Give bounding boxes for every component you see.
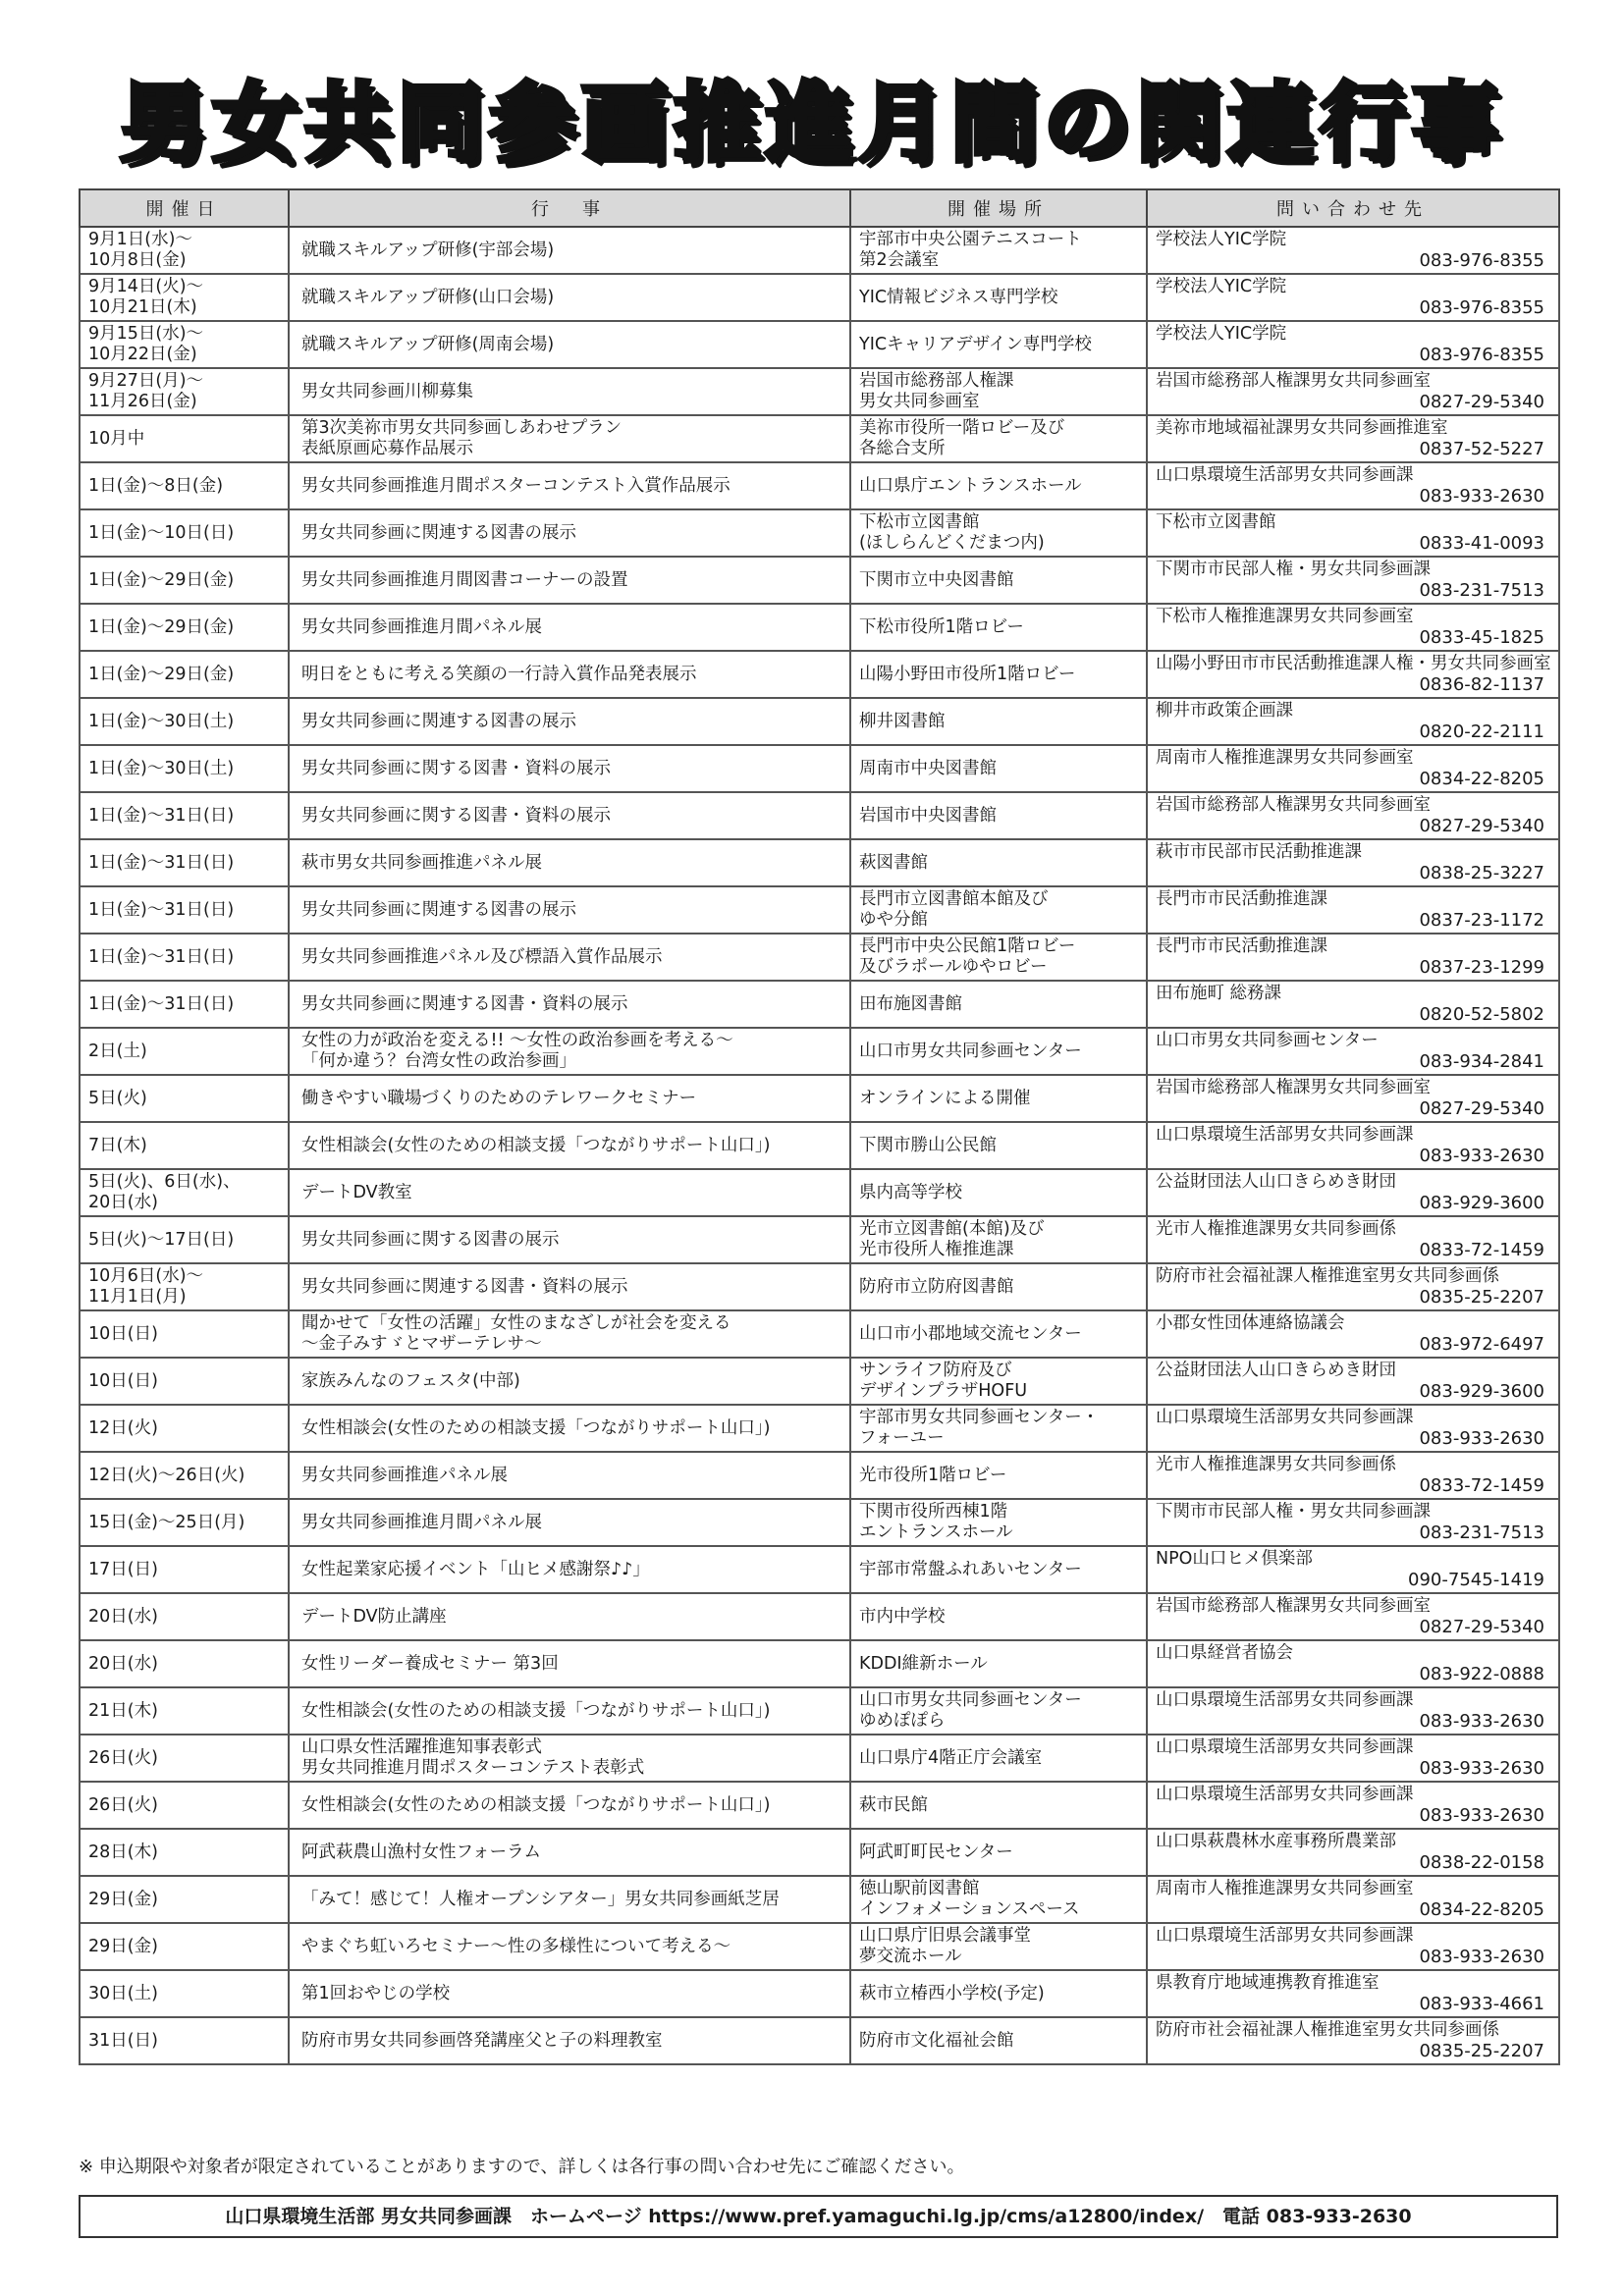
event-date: 10月6日(水)～ 11月1日(月) xyxy=(80,1263,289,1310)
contact-phone: 0833-41-0093 xyxy=(1419,532,1544,554)
contact-phone: 083-976-8355 xyxy=(1419,249,1544,271)
event-date: 1日(金)～31日(日) xyxy=(80,934,289,981)
event-venue: YIC情報ビジネス専門学校 xyxy=(850,274,1147,321)
contact-name: 山口県経営者協会 xyxy=(1156,1642,1293,1663)
event-date: 15日(金)～25日(月) xyxy=(80,1499,289,1546)
contact-name: 岩国市総務部人権課男女共同参画室 xyxy=(1156,1077,1431,1097)
event-contact xyxy=(1147,1075,1559,1122)
table-row xyxy=(80,1499,1559,1546)
table-row xyxy=(80,839,1559,886)
contact-phone: 083-933-2630 xyxy=(1419,1145,1544,1166)
contact-name: 田布施町 総務課 xyxy=(1156,983,1282,1003)
event-contact xyxy=(1147,981,1559,1028)
event-name: 男女共同参画に関する図書の展示 xyxy=(289,1216,850,1263)
contact-phone: 0838-25-3227 xyxy=(1419,862,1544,883)
event-contact xyxy=(1147,745,1559,792)
event-contact xyxy=(1147,886,1559,934)
contact-phone: 0833-72-1459 xyxy=(1419,1474,1544,1496)
contact-name: 山口県環境生活部男女共同参画課 xyxy=(1156,1736,1414,1757)
contact-phone: 0827-29-5340 xyxy=(1419,1097,1544,1119)
contact-name: 下関市市民部人権・男女共同参画課 xyxy=(1156,1501,1431,1522)
contact-phone: 0833-45-1825 xyxy=(1419,626,1544,648)
event-date: 1日(金)～30日(土) xyxy=(80,698,289,745)
event-venue: 光市役所1階ロビー xyxy=(850,1452,1147,1499)
event-contact xyxy=(1147,415,1559,462)
event-contact xyxy=(1147,1452,1559,1499)
event-venue: 岩国市中央図書館 xyxy=(850,792,1147,839)
event-name: 聞かせて「女性の活躍」女性のまなざしが社会を変える ～金子みすゞとマザーテレサ～ xyxy=(289,1310,850,1358)
event-venue: 徳山駅前図書館 インフォメーションスペース xyxy=(850,1876,1147,1923)
event-venue: 下関市立中央図書館 xyxy=(850,557,1147,604)
table-row xyxy=(80,1546,1559,1593)
event-venue: 山口市男女共同参画センター ゆめぽぽら xyxy=(850,1687,1147,1735)
event-name: 男女共同参画推進月間パネル展 xyxy=(289,604,850,651)
contact-name: 岩国市総務部人権課男女共同参画室 xyxy=(1156,794,1431,815)
contact-name: 学校法人YIC学院 xyxy=(1156,229,1287,249)
contact-name: 防府市社会福祉課人権推進室男女共同参画係 xyxy=(1156,1265,1499,1286)
event-name: 男女共同参画推進月間図書コーナーの設置 xyxy=(289,557,850,604)
event-venue: 長門市立図書館本館及び ゆや分館 xyxy=(850,886,1147,934)
table-row xyxy=(80,1640,1559,1687)
event-venue: オンラインによる開催 xyxy=(850,1075,1147,1122)
event-date: 30日(土) xyxy=(80,1970,289,2017)
event-contact xyxy=(1147,227,1559,274)
event-date: 7日(木) xyxy=(80,1122,289,1169)
page-title: 男女共同参画推進月間の関連行事 xyxy=(119,73,1504,174)
contact-name: 公益財団法人山口きらめき財団 xyxy=(1156,1171,1396,1192)
event-name: 男女共同参画川柳募集 xyxy=(289,368,850,415)
event-venue: 宇部市男女共同参画センター・ フォーユー xyxy=(850,1405,1147,1452)
event-date: 1日(金)～29日(金) xyxy=(80,557,289,604)
contact-name: 山口県環境生活部男女共同参画課 xyxy=(1156,1124,1414,1145)
contact-name: 山口県環境生活部男女共同参画課 xyxy=(1156,1784,1414,1804)
event-contact xyxy=(1147,1876,1559,1923)
event-date: 1日(金)～30日(土) xyxy=(80,745,289,792)
contact-phone: 083-933-2630 xyxy=(1419,485,1544,507)
event-name: 女性の力が政治を変える!! ～女性の政治参画を考える～ 「何か違う？台湾女性の政治参画」 xyxy=(289,1028,850,1075)
contact-phone: 083-933-2630 xyxy=(1419,1710,1544,1732)
table-row xyxy=(80,1923,1559,1970)
event-venue: 美祢市役所一階ロビー及び 各総合支所 xyxy=(850,415,1147,462)
contact-phone: 0827-29-5340 xyxy=(1419,391,1544,412)
event-venue: 防府市立防府図書館 xyxy=(850,1263,1147,1310)
event-date: 26日(火) xyxy=(80,1782,289,1829)
contact-phone: 083-929-3600 xyxy=(1419,1192,1544,1213)
event-venue: 周南市中央図書館 xyxy=(850,745,1147,792)
event-venue: KDDI維新ホール xyxy=(850,1640,1147,1687)
header-venue: 開催場所 xyxy=(850,189,1147,227)
event-contact xyxy=(1147,1028,1559,1075)
contact-name: 山口県萩農林水産事務所農業部 xyxy=(1156,1831,1396,1851)
event-venue: 萩市民館 xyxy=(850,1782,1147,1829)
contact-phone: 083-972-6497 xyxy=(1419,1333,1544,1355)
table-row xyxy=(80,415,1559,462)
event-contact xyxy=(1147,557,1559,604)
contact-name: 防府市社会福祉課人権推進室男女共同参画係 xyxy=(1156,2019,1499,2040)
table-row xyxy=(80,321,1559,368)
table-row xyxy=(80,886,1559,934)
event-contact xyxy=(1147,1593,1559,1640)
event-contact xyxy=(1147,1263,1559,1310)
event-contact xyxy=(1147,792,1559,839)
event-name: 第1回おやじの学校 xyxy=(289,1970,850,2017)
contact-phone: 083-934-2841 xyxy=(1419,1050,1544,1072)
event-venue: サンライフ防府及び デザインプラザHOFU xyxy=(850,1358,1147,1405)
event-contact xyxy=(1147,1735,1559,1782)
contact-name: 山口市男女共同参画センター xyxy=(1156,1030,1379,1050)
event-date: 5日(火) xyxy=(80,1075,289,1122)
contact-phone: 083-231-7513 xyxy=(1419,1522,1544,1543)
event-date: 29日(金) xyxy=(80,1876,289,1923)
contact-name: 光市人権推進課男女共同参画係 xyxy=(1156,1218,1396,1239)
event-name: 働きやすい職場づくりのためのテレワークセミナー xyxy=(289,1075,850,1122)
event-name: 男女共同参画に関連する図書・資料の展示 xyxy=(289,1263,850,1310)
contact-name: NPO山口ヒメ倶楽部 xyxy=(1156,1548,1313,1569)
header-contact: 問い合わせ先 xyxy=(1147,189,1559,227)
event-name: 就職スキルアップ研修(周南会場) xyxy=(289,321,850,368)
table-row xyxy=(80,462,1559,509)
event-date: 9月1日(水)～ 10月8日(金) xyxy=(80,227,289,274)
event-contact xyxy=(1147,1923,1559,1970)
contact-phone: 083-922-0888 xyxy=(1419,1663,1544,1684)
event-venue: 下松市立図書館 (ほしらんどくだまつ内) xyxy=(850,509,1147,557)
table-row xyxy=(80,1876,1559,1923)
event-contact xyxy=(1147,1640,1559,1687)
contact-name: 学校法人YIC学院 xyxy=(1156,276,1287,296)
contact-name: 学校法人YIC学院 xyxy=(1156,323,1287,344)
table-row xyxy=(80,1405,1559,1452)
event-date: 1日(金)～29日(金) xyxy=(80,651,289,698)
event-date: 26日(火) xyxy=(80,1735,289,1782)
event-name: 男女共同参画推進パネル展 xyxy=(289,1452,850,1499)
event-name: やまぐち虹いろセミナー～性の多様性について考える～ xyxy=(289,1923,850,1970)
event-venue: 下松市役所1階ロビー xyxy=(850,604,1147,651)
event-name: 女性起業家応援イベント「山ヒメ感謝祭♪♪」 xyxy=(289,1546,850,1593)
event-contact xyxy=(1147,1687,1559,1735)
contact-name: 長門市市民活動推進課 xyxy=(1156,888,1327,909)
contact-phone: 083-976-8355 xyxy=(1419,296,1544,318)
event-venue: 岩国市総務部人権課 男女共同参画室 xyxy=(850,368,1147,415)
table-row xyxy=(80,1216,1559,1263)
table-body xyxy=(80,227,1559,2064)
events-table xyxy=(79,188,1560,2065)
event-venue: 山口県庁旧県会議事堂 夢交流ホール xyxy=(850,1923,1147,1970)
event-name: 男女共同参画に関する図書・資料の展示 xyxy=(289,792,850,839)
contact-name: 光市人権推進課男女共同参画係 xyxy=(1156,1454,1396,1474)
contact-name: 県教育庁地域連携教育推進室 xyxy=(1156,1972,1380,1993)
event-date: 29日(金) xyxy=(80,1923,289,1970)
contact-name: 岩国市総務部人権課男女共同参画室 xyxy=(1156,1595,1431,1616)
event-date: 10日(日) xyxy=(80,1358,289,1405)
event-contact xyxy=(1147,1122,1559,1169)
contact-name: 山口県環境生活部男女共同参画課 xyxy=(1156,1407,1414,1427)
contact-name: 山陽小野田市市民活動推進課人権・男女共同参画室 xyxy=(1156,653,1550,673)
table-header xyxy=(80,189,1559,227)
event-venue: 萩図書館 xyxy=(850,839,1147,886)
event-contact xyxy=(1147,839,1559,886)
contact-phone: 083-933-4661 xyxy=(1419,1993,1544,2014)
event-name: 女性相談会(女性のための相談支援「つながりサポート山口」) xyxy=(289,1687,850,1735)
event-venue: 山口市男女共同参画センター xyxy=(850,1028,1147,1075)
event-venue: 柳井図書館 xyxy=(850,698,1147,745)
table-row xyxy=(80,2017,1559,2064)
table-row xyxy=(80,368,1559,415)
event-venue: YICキャリアデザイン専門学校 xyxy=(850,321,1147,368)
contact-phone: 0838-22-0158 xyxy=(1419,1851,1544,1873)
contact-name: 柳井市政策企画課 xyxy=(1156,700,1293,721)
event-venue: 山陽小野田市役所1階ロビー xyxy=(850,651,1147,698)
event-date: 9月14日(火)～ 10月21日(木) xyxy=(80,274,289,321)
event-name: 女性相談会(女性のための相談支援「つながりサポート山口」) xyxy=(289,1405,850,1452)
event-contact xyxy=(1147,1829,1559,1876)
event-contact xyxy=(1147,1358,1559,1405)
event-name: 男女共同参画に関連する図書・資料の展示 xyxy=(289,981,850,1028)
event-name: 男女共同参画に関連する図書の展示 xyxy=(289,509,850,557)
table-row xyxy=(80,1782,1559,1829)
event-name: 女性相談会(女性のための相談支援「つながりサポート山口」) xyxy=(289,1122,850,1169)
event-name: デートDV教室 xyxy=(289,1169,850,1216)
event-date: 28日(木) xyxy=(80,1829,289,1876)
event-venue: 山口県庁4階正庁会議室 xyxy=(850,1735,1147,1782)
event-name: 明日をともに考える笑顔の一行詩入賞作品発表展示 xyxy=(289,651,850,698)
event-contact xyxy=(1147,509,1559,557)
contact-phone: 083-933-2630 xyxy=(1419,1946,1544,1967)
contact-phone: 0834-22-8205 xyxy=(1419,768,1544,789)
contact-name: 小郡女性団体連絡協議会 xyxy=(1156,1312,1345,1333)
table-row xyxy=(80,1122,1559,1169)
contact-phone: 090-7545-1419 xyxy=(1408,1569,1544,1590)
event-date: 12日(火)～26日(火) xyxy=(80,1452,289,1499)
contact-name: 下関市市民部人権・男女共同参画課 xyxy=(1156,559,1431,579)
event-contact xyxy=(1147,1970,1559,2017)
contact-name: 周南市人権推進課男女共同参画室 xyxy=(1156,1878,1414,1898)
event-name: 女性相談会(女性のための相談支援「つながりサポート山口」) xyxy=(289,1782,850,1829)
event-contact xyxy=(1147,1405,1559,1452)
contact-phone: 0820-52-5802 xyxy=(1419,1003,1544,1025)
contact-name: 山口県環境生活部男女共同参画課 xyxy=(1156,1925,1414,1946)
contact-phone: 083-933-2630 xyxy=(1419,1757,1544,1779)
event-venue: 山口県庁エントランスホール xyxy=(850,462,1147,509)
event-contact xyxy=(1147,368,1559,415)
event-date: 9月27日(月)～ 11月26日(金) xyxy=(80,368,289,415)
contact-name: 下松市人権推進課男女共同参画室 xyxy=(1156,606,1414,626)
table-row xyxy=(80,1075,1559,1122)
event-contact xyxy=(1147,274,1559,321)
contact-phone: 083-976-8355 xyxy=(1419,344,1544,365)
event-contact xyxy=(1147,2017,1559,2064)
event-name: 男女共同参画に関する図書・資料の展示 xyxy=(289,745,850,792)
contact-name: 公益財団法人山口きらめき財団 xyxy=(1156,1360,1396,1380)
note-text: ※ 申込期限や対象者が限定されていることがありますので、詳しくは各行事の問い合わせ先にご確認ください。 xyxy=(79,2157,965,2177)
contact-name: 岩国市総務部人権課男女共同参画室 xyxy=(1156,370,1431,391)
table-row xyxy=(80,1028,1559,1075)
event-date: 9月15日(水)～ 10月22日(金) xyxy=(80,321,289,368)
contact-phone: 0837-23-1172 xyxy=(1419,909,1544,931)
event-venue: 光市立図書館(本館)及び 光市役所人権推進課 xyxy=(850,1216,1147,1263)
header-date: 開催日 xyxy=(80,189,289,227)
event-name: 山口県女性活躍推進知事表彰式 男女共同推進月間ポスターコンテスト表彰式 xyxy=(289,1735,850,1782)
table-row xyxy=(80,1169,1559,1216)
table-row xyxy=(80,1687,1559,1735)
footer-contact-info: 山口県環境生活部 男女共同参画課 ホームページ https://www.pref.yamaguchi.lg.jp/cms/a12800/index/ 電話 083-933-2630 xyxy=(79,2195,1558,2238)
event-contact xyxy=(1147,1216,1559,1263)
event-name: 家族みんなのフェスタ(中部) xyxy=(289,1358,850,1405)
event-date: 1日(金)～31日(日) xyxy=(80,981,289,1028)
table-row xyxy=(80,1970,1559,2017)
contact-phone: 0820-22-2111 xyxy=(1419,721,1544,742)
event-contact xyxy=(1147,604,1559,651)
event-name: 女性リーダー養成セミナー 第3回 xyxy=(289,1640,850,1687)
event-contact xyxy=(1147,934,1559,981)
table-row xyxy=(80,604,1559,651)
event-date: 10日(日) xyxy=(80,1310,289,1358)
event-name: 男女共同参画推進パネル及び標語入賞作品展示 xyxy=(289,934,850,981)
event-name: 「みて！感じて！人権オープンシアター」男女共同参画紙芝居 xyxy=(289,1876,850,1923)
table-row xyxy=(80,227,1559,274)
table-row xyxy=(80,509,1559,557)
event-date: 5日(火)～17日(日) xyxy=(80,1216,289,1263)
table-row xyxy=(80,792,1559,839)
contact-phone: 0836-82-1137 xyxy=(1419,673,1544,695)
event-contact xyxy=(1147,651,1559,698)
contact-name: 下松市立図書館 xyxy=(1156,511,1276,532)
contact-phone: 0833-72-1459 xyxy=(1419,1239,1544,1260)
table-row xyxy=(80,981,1559,1028)
table-row xyxy=(80,651,1559,698)
contact-phone: 0837-23-1299 xyxy=(1419,956,1544,978)
event-contact xyxy=(1147,462,1559,509)
event-date: 31日(日) xyxy=(80,2017,289,2064)
contact-phone: 0835-25-2207 xyxy=(1419,2040,1544,2061)
event-venue: 下関市役所西棟1階 エントランスホール xyxy=(850,1499,1147,1546)
table-row xyxy=(80,934,1559,981)
event-venue: 阿武町町民センター xyxy=(850,1829,1147,1876)
event-date: 1日(金)～31日(日) xyxy=(80,792,289,839)
table-row xyxy=(80,1829,1559,1876)
contact-name: 萩市市民部市民活動推進課 xyxy=(1156,841,1362,862)
table-row xyxy=(80,1263,1559,1310)
contact-phone: 083-933-2630 xyxy=(1419,1804,1544,1826)
event-venue: 下関市勝山公民館 xyxy=(850,1122,1147,1169)
event-name: 就職スキルアップ研修(山口会場) xyxy=(289,274,850,321)
event-date: 20日(水) xyxy=(80,1593,289,1640)
contact-phone: 083-929-3600 xyxy=(1419,1380,1544,1402)
contact-name: 美祢市地域福祉課男女共同参画推進室 xyxy=(1156,417,1448,438)
contact-phone: 0837-52-5227 xyxy=(1419,438,1544,459)
event-date: 1日(金)～31日(日) xyxy=(80,886,289,934)
event-contact xyxy=(1147,1169,1559,1216)
event-date: 1日(金)～8日(金) xyxy=(80,462,289,509)
event-name: 男女共同参画推進月間ポスターコンテスト入賞作品展示 xyxy=(289,462,850,509)
contact-phone: 083-231-7513 xyxy=(1419,579,1544,601)
event-name: 男女共同参画に関連する図書の展示 xyxy=(289,886,850,934)
event-date: 2日(土) xyxy=(80,1028,289,1075)
contact-phone: 0835-25-2207 xyxy=(1419,1286,1544,1308)
contact-phone: 0827-29-5340 xyxy=(1419,815,1544,836)
event-venue: 県内高等学校 xyxy=(850,1169,1147,1216)
event-venue: 市内中学校 xyxy=(850,1593,1147,1640)
event-venue: 宇部市中央公園テニスコート 第2会議室 xyxy=(850,227,1147,274)
event-date: 21日(木) xyxy=(80,1687,289,1735)
table-row xyxy=(80,1310,1559,1358)
event-name: 男女共同参画に関連する図書の展示 xyxy=(289,698,850,745)
table-row xyxy=(80,274,1559,321)
event-date: 1日(金)～31日(日) xyxy=(80,839,289,886)
event-contact xyxy=(1147,321,1559,368)
contact-name: 山口県環境生活部男女共同参画課 xyxy=(1156,1689,1414,1710)
event-name: デートDV防止講座 xyxy=(289,1593,850,1640)
event-contact xyxy=(1147,1499,1559,1546)
table-row xyxy=(80,1593,1559,1640)
event-date: 20日(水) xyxy=(80,1640,289,1687)
table-row xyxy=(80,698,1559,745)
event-date: 5日(火)、6日(水)、 20日(水) xyxy=(80,1169,289,1216)
table-row xyxy=(80,1358,1559,1405)
table-row xyxy=(80,1735,1559,1782)
header-row xyxy=(80,189,1559,227)
event-venue: 田布施図書館 xyxy=(850,981,1147,1028)
table-row xyxy=(80,1452,1559,1499)
event-venue: 宇部市常盤ふれあいセンター xyxy=(850,1546,1147,1593)
event-contact xyxy=(1147,1310,1559,1358)
table-row xyxy=(80,557,1559,604)
contact-phone: 0834-22-8205 xyxy=(1419,1898,1544,1920)
event-date: 17日(日) xyxy=(80,1546,289,1593)
contact-name: 周南市人権推進課男女共同参画室 xyxy=(1156,747,1414,768)
event-venue: 防府市文化福祉会館 xyxy=(850,2017,1147,2064)
event-contact xyxy=(1147,1546,1559,1593)
event-name: 防府市男女共同参画啓発講座父と子の料理教室 xyxy=(289,2017,850,2064)
event-name: 就職スキルアップ研修(宇部会場) xyxy=(289,227,850,274)
event-name: 阿武萩農山漁村女性フォーラム xyxy=(289,1829,850,1876)
event-venue: 山口市小郡地域交流センター xyxy=(850,1310,1147,1358)
header-event: 行 事 xyxy=(289,189,850,227)
event-date: 10月中 xyxy=(80,415,289,462)
event-venue: 長門市中央公民館1階ロビー 及びラポールゆやロビー xyxy=(850,934,1147,981)
contact-name: 山口県環境生活部男女共同参画課 xyxy=(1156,464,1414,485)
event-venue: 萩市立椿西小学校(予定) xyxy=(850,1970,1147,2017)
event-name: 萩市男女共同参画推進パネル展 xyxy=(289,839,850,886)
contact-name: 長門市市民活動推進課 xyxy=(1156,935,1327,956)
event-contact xyxy=(1147,698,1559,745)
event-name: 第3次美祢市男女共同参画しあわせプラン 表紙原画応募作品展示 xyxy=(289,415,850,462)
event-name: 男女共同参画推進月間パネル展 xyxy=(289,1499,850,1546)
event-date: 12日(火) xyxy=(80,1405,289,1452)
contact-phone: 0827-29-5340 xyxy=(1419,1616,1544,1637)
event-contact xyxy=(1147,1782,1559,1829)
contact-phone: 083-933-2630 xyxy=(1419,1427,1544,1449)
table-row xyxy=(80,745,1559,792)
event-date: 1日(金)～10日(日) xyxy=(80,509,289,557)
event-date: 1日(金)～29日(金) xyxy=(80,604,289,651)
